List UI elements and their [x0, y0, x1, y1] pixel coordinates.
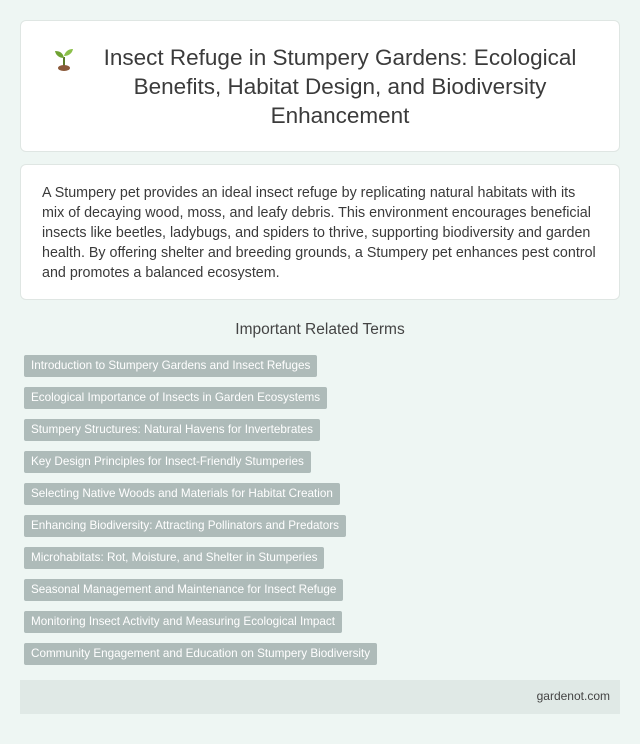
related-term-tag[interactable]: Community Engagement and Education on Stumpery Biodiversity	[24, 643, 377, 665]
related-term-tag[interactable]: Monitoring Insect Activity and Measuring Ecological Impact	[24, 611, 342, 633]
related-term-tag[interactable]: Stumpery Structures: Natural Havens for Invertebrates	[24, 419, 320, 441]
related-term-tag[interactable]: Key Design Principles for Insect-Friendly Stumperies	[24, 451, 311, 473]
related-term-tag[interactable]: Enhancing Biodiversity: Attracting Pollinators and Predators	[24, 515, 346, 537]
related-term-tag[interactable]: Selecting Native Woods and Materials for Habitat Creation	[24, 483, 340, 505]
related-term-tag[interactable]: Seasonal Management and Maintenance for Insect Refuge	[24, 579, 343, 601]
title-card	[20, 20, 620, 152]
related-term-tag[interactable]: Ecological Importance of Insects in Garden Ecosystems	[24, 387, 327, 409]
page-title: Insect Refuge in Stumpery Gardens: Ecological Benefits, Habitat Design, and Biodiversity Enhancement	[103, 45, 577, 128]
footer-site-link[interactable]: gardenot.com	[536, 689, 610, 703]
related-term-tag[interactable]: Introduction to Stumpery Gardens and Insect Refuges	[24, 355, 317, 377]
related-term-tag[interactable]: Microhabitats: Rot, Moisture, and Shelter in Stumperies	[24, 547, 324, 569]
footer	[20, 680, 620, 714]
description-card	[20, 164, 620, 300]
description-text: A Stumpery pet provides an ideal insect refuge by replicating natural habitats with its mix of decaying wood, moss, and leafy debris. This environment encourages beneficial insects like beetles, ladybugs, and spiders to thrive, supporting biodiversity and garden health. By offering shelter and breeding grounds, a Stumpery pet enhances pest control and promotes a balanced ecosystem.	[42, 185, 596, 281]
related-terms-heading: Important Related Terms	[235, 321, 405, 338]
